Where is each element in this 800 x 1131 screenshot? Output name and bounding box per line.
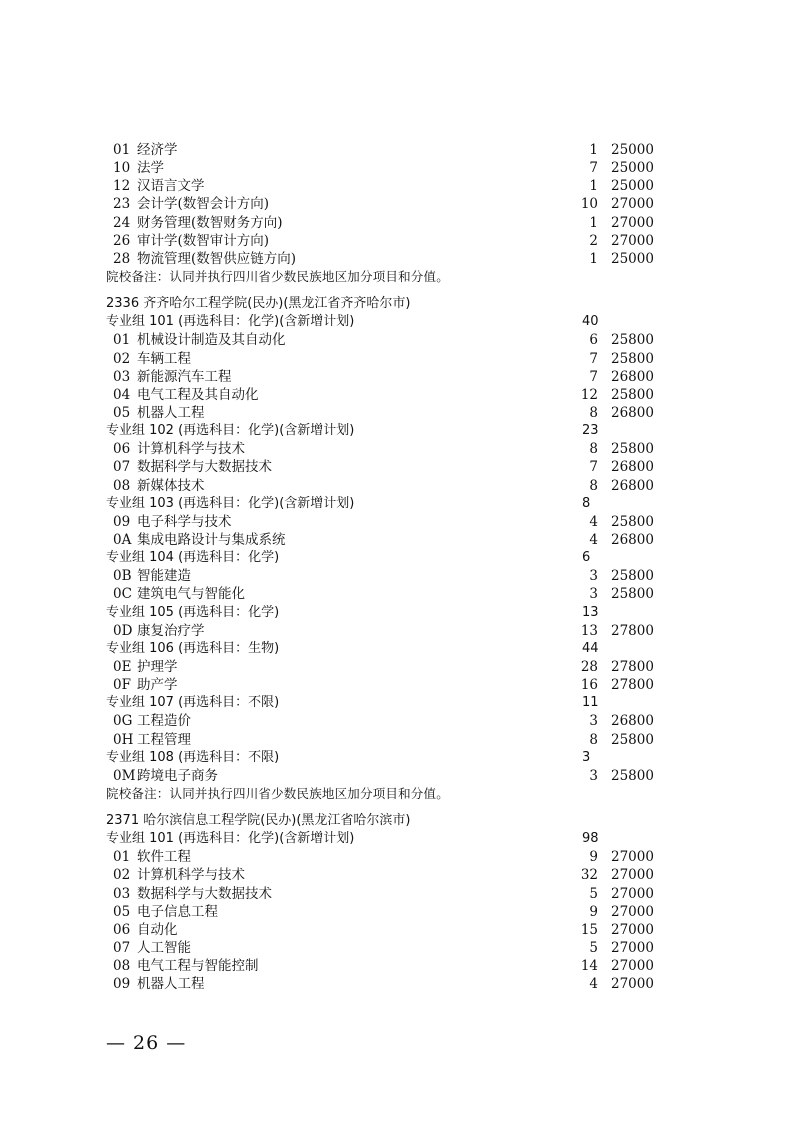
school-header: [0, 812, 800, 830]
major-code: 02: [113, 867, 131, 884]
major-name: 机械设计制造及其自动化: [137, 332, 286, 349]
major-code: 05: [113, 903, 131, 920]
major-count: 3: [589, 586, 598, 603]
major-fee: 26800: [611, 459, 654, 476]
major-count: 28: [580, 658, 598, 675]
major-code: 05: [113, 404, 131, 421]
major-name: 软件工程: [137, 849, 191, 866]
major-name: 新能源汽车工程: [137, 368, 232, 385]
group-count: 23: [582, 423, 599, 439]
major-code: 28: [113, 250, 131, 267]
major-row: [0, 368, 800, 386]
major-row: [0, 232, 800, 250]
school-name: 2371 哈尔滨信息工程学院(民办)(黑龙江省哈尔滨市): [106, 813, 411, 829]
major-code: 07: [113, 940, 131, 957]
major-row: [0, 712, 800, 730]
major-count: 7: [589, 368, 598, 385]
major-row: [0, 350, 800, 368]
major-fee: 26800: [611, 368, 654, 385]
major-row: [0, 866, 800, 884]
major-row: [0, 676, 800, 694]
major-code: 02: [113, 350, 131, 367]
major-code: 24: [113, 214, 131, 231]
major-code: 09: [113, 513, 131, 530]
major-fee: 27000: [611, 232, 654, 249]
major-count: 14: [580, 958, 598, 975]
major-row: [0, 404, 800, 422]
major-fee: 27800: [611, 658, 654, 675]
document-page: [0, 141, 800, 993]
major-fee: 27800: [611, 677, 654, 694]
major-name: 数据科学与大数据技术: [137, 885, 272, 902]
major-count: 4: [589, 976, 598, 993]
major-name: 计算机科学与技术: [137, 867, 245, 884]
group-count: 98: [582, 831, 599, 847]
major-fee: 26800: [611, 713, 654, 730]
major-count: 1: [589, 214, 598, 231]
group-header: [0, 422, 800, 440]
major-fee: 25800: [611, 586, 654, 603]
major-code: 0C: [113, 586, 132, 603]
major-name: 自动化: [137, 921, 178, 938]
major-code: 10: [113, 160, 131, 177]
major-count: 4: [589, 513, 598, 530]
major-row: [0, 885, 800, 903]
major-code: 0D: [113, 622, 133, 639]
major-fee: 26800: [611, 477, 654, 494]
major-count: 1: [589, 178, 598, 195]
major-code: 23: [113, 196, 131, 213]
group-label: 专业组 104 (再选科目：化学): [106, 550, 280, 566]
major-code: 0F: [113, 677, 131, 694]
school-note: [0, 785, 800, 803]
major-fee: 25800: [611, 441, 654, 458]
group-label: 专业组 101 (再选科目：化学)(含新增计划): [106, 314, 355, 330]
major-code: 01: [113, 142, 131, 158]
major-fee: 26800: [611, 404, 654, 421]
group-label: 专业组 103 (再选科目：化学)(含新增计划): [106, 495, 355, 511]
major-code: 06: [113, 441, 131, 458]
major-name: 电子信息工程: [137, 903, 218, 920]
major-name: 康复治疗学: [137, 622, 205, 639]
major-name: 法学: [137, 160, 164, 177]
major-count: 10: [580, 196, 598, 213]
major-code: 08: [113, 958, 131, 975]
major-code: 0B: [113, 568, 132, 585]
major-name: 工程造价: [137, 713, 191, 730]
major-count: 13: [580, 622, 598, 639]
major-row: [0, 331, 800, 349]
major-code: 0H: [113, 731, 134, 748]
major-name: 会计学(数智会计方向): [137, 196, 270, 213]
major-count: 5: [589, 885, 598, 902]
major-count: 1: [589, 142, 598, 158]
major-row: [0, 903, 800, 921]
major-count: 16: [580, 677, 598, 694]
group-label: 专业组 108 (再选科目：不限): [106, 749, 280, 765]
major-code: 09: [113, 976, 131, 993]
major-count: 7: [589, 160, 598, 177]
major-code: 0G: [113, 713, 133, 730]
major-row: [0, 921, 800, 939]
major-fee: 25800: [611, 731, 654, 748]
major-name: 新媒体技术: [137, 477, 205, 494]
major-row: [0, 195, 800, 213]
group-header: [0, 313, 800, 331]
major-fee: 26800: [611, 531, 654, 548]
major-row: [0, 440, 800, 458]
major-fee: 27000: [611, 921, 654, 938]
major-name: 电气工程及其自动化: [137, 386, 259, 403]
group-count: 11: [582, 695, 599, 711]
group-header: [0, 640, 800, 658]
school-note-text: 院校备注：认同并执行四川省少数民族地区加分项目和分值。: [106, 785, 449, 801]
major-count: 8: [589, 404, 598, 421]
major-fee: 27000: [611, 940, 654, 957]
group-count: 8: [582, 495, 591, 511]
major-name: 人工智能: [137, 940, 191, 957]
group-header: [0, 604, 800, 622]
school-note-text: 院校备注：认同并执行四川省少数民族地区加分项目和分值。: [106, 268, 449, 284]
major-code: 03: [113, 368, 131, 385]
group-count: 6: [582, 550, 591, 566]
major-fee: 25800: [611, 568, 654, 585]
group-count: 13: [582, 604, 599, 620]
major-row: [0, 250, 800, 268]
major-fee: 25800: [611, 332, 654, 349]
major-code: 01: [113, 332, 131, 349]
school-name: 2336 齐齐哈尔工程学院(民办)(黑龙江省齐齐哈尔市): [106, 296, 411, 312]
major-count: 2: [589, 232, 598, 249]
major-name: 建筑电气与智能化: [137, 586, 245, 603]
major-row: [0, 939, 800, 957]
major-count: 8: [589, 477, 598, 494]
major-name: 集成电路设计与集成系统: [137, 531, 286, 548]
major-row: [0, 513, 800, 531]
major-row: [0, 767, 800, 785]
major-row: [0, 658, 800, 676]
major-count: 3: [589, 767, 598, 784]
major-fee: 25000: [611, 250, 654, 267]
major-fee: 27000: [611, 976, 654, 993]
major-fee: 27000: [611, 196, 654, 213]
major-code: 01: [113, 849, 131, 866]
major-name: 助产学: [137, 677, 178, 694]
group-count: 3: [582, 749, 591, 765]
major-name: 机器人工程: [137, 404, 205, 421]
major-name: 机器人工程: [137, 976, 205, 993]
major-row: [0, 477, 800, 495]
major-name: 财务管理(数智财务方向): [137, 214, 283, 231]
major-fee: 27800: [611, 622, 654, 639]
major-count: 5: [589, 940, 598, 957]
major-name: 工程管理: [137, 731, 191, 748]
major-name: 车辆工程: [137, 350, 191, 367]
major-name: 计算机科学与技术: [137, 441, 245, 458]
major-row: [0, 567, 800, 585]
major-fee: 27000: [611, 214, 654, 231]
major-count: 8: [589, 731, 598, 748]
major-name: 汉语言文学: [137, 178, 205, 195]
major-row: [0, 458, 800, 476]
major-code: 0E: [113, 658, 132, 675]
major-name: 护理学: [137, 658, 178, 675]
major-code: 08: [113, 477, 131, 494]
major-code: 03: [113, 885, 131, 902]
major-name: 电子科学与技术: [137, 513, 232, 530]
major-row: [0, 386, 800, 404]
major-code: 26: [113, 232, 131, 249]
major-count: 8: [589, 441, 598, 458]
major-name: 物流管理(数智供应链方向): [137, 250, 297, 267]
group-header: [0, 830, 800, 848]
major-row: [0, 141, 800, 159]
major-row: [0, 585, 800, 603]
major-row: [0, 975, 800, 993]
group-label: 专业组 106 (再选科目：生物): [106, 640, 280, 656]
major-row: [0, 214, 800, 232]
major-code: 0M: [113, 767, 136, 784]
major-fee: 27000: [611, 867, 654, 884]
major-name: 经济学: [137, 142, 178, 158]
major-fee: 25000: [611, 142, 654, 158]
group-count: 44: [582, 640, 599, 656]
major-row: [0, 848, 800, 866]
group-label: 专业组 102 (再选科目：化学)(含新增计划): [106, 423, 355, 439]
major-fee: 27000: [611, 849, 654, 866]
major-count: 7: [589, 350, 598, 367]
major-count: 15: [580, 921, 598, 938]
group-label: 专业组 105 (再选科目：化学): [106, 604, 280, 620]
page-number: — 26 —: [106, 1032, 187, 1054]
major-code: 12: [113, 178, 131, 195]
major-count: 12: [580, 386, 598, 403]
major-row: [0, 159, 800, 177]
major-name: 电气工程与智能控制: [137, 958, 259, 975]
major-fee: 25000: [611, 178, 654, 195]
major-count: 3: [589, 713, 598, 730]
major-fee: 25800: [611, 513, 654, 530]
major-fee: 27000: [611, 885, 654, 902]
major-row: [0, 731, 800, 749]
major-count: 3: [589, 568, 598, 585]
major-count: 4: [589, 531, 598, 548]
major-row: [0, 177, 800, 195]
major-row: [0, 531, 800, 549]
major-name: 智能建造: [137, 568, 191, 585]
school-header: [0, 295, 800, 313]
group-label: 专业组 101 (再选科目：化学)(含新增计划): [106, 831, 355, 847]
major-count: 6: [589, 332, 598, 349]
major-count: 9: [589, 849, 598, 866]
group-label: 专业组 107 (再选科目：不限): [106, 695, 280, 711]
major-fee: 25800: [611, 767, 654, 784]
major-count: 7: [589, 459, 598, 476]
major-count: 1: [589, 250, 598, 267]
major-row: [0, 622, 800, 640]
major-row: [0, 957, 800, 975]
group-header: [0, 749, 800, 767]
major-code: 06: [113, 921, 131, 938]
major-fee: 25000: [611, 160, 654, 177]
major-name: 审计学(数智审计方向): [137, 232, 270, 249]
major-fee: 25800: [611, 350, 654, 367]
major-fee: 25800: [611, 386, 654, 403]
group-header: [0, 549, 800, 567]
major-name: 跨境电子商务: [137, 767, 218, 784]
major-fee: 27000: [611, 903, 654, 920]
major-count: 32: [580, 867, 598, 884]
major-name: 数据科学与大数据技术: [137, 459, 272, 476]
school-note: [0, 268, 800, 286]
major-code: 04: [113, 386, 131, 403]
major-count: 9: [589, 903, 598, 920]
group-header: [0, 694, 800, 712]
group-count: 40: [582, 314, 599, 330]
group-header: [0, 495, 800, 513]
major-code: 07: [113, 459, 131, 476]
major-code: 0A: [113, 531, 132, 548]
major-fee: 27000: [611, 958, 654, 975]
